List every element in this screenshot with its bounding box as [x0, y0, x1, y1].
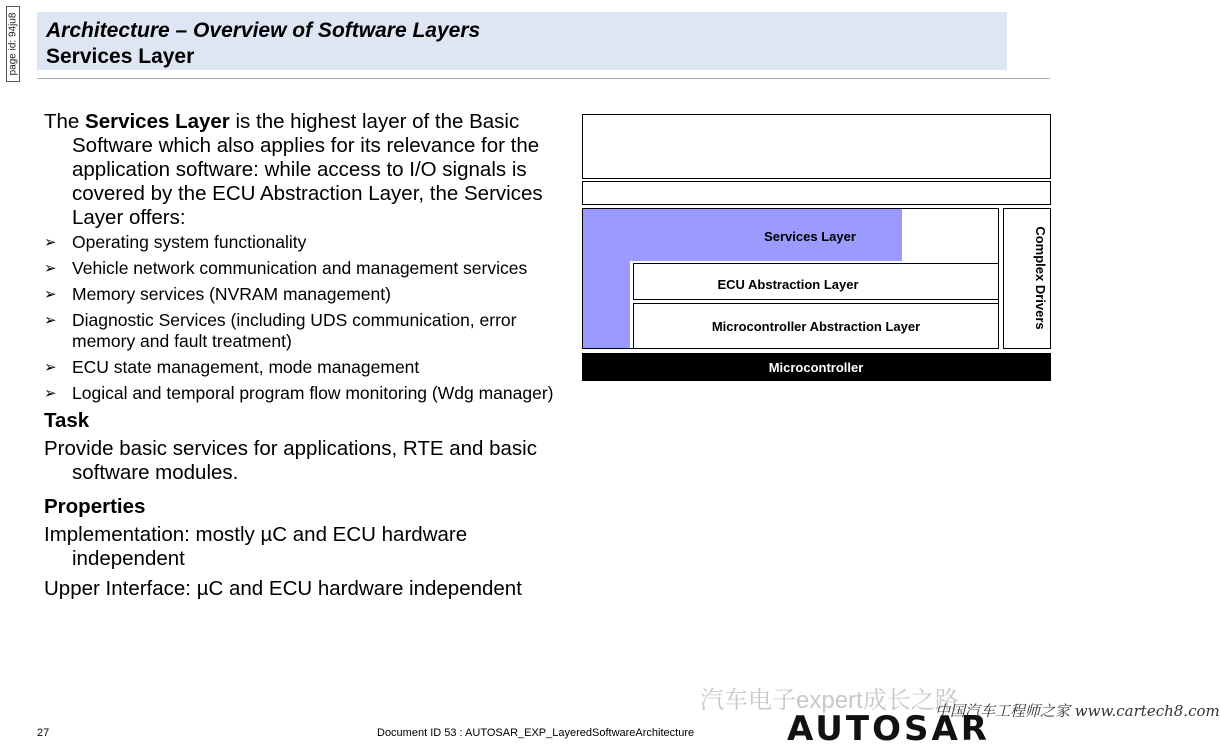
intro-rest: is the highest layer of the Basic Software which also applies for its relevance for the application software: while access to I/O signals is covered by the ECU Abstraction Layer, the Services Layer offers: [72, 110, 543, 229]
autosar-logo: AUTOSAR [787, 709, 990, 749]
arrow-bullet-icon: ➢ [44, 359, 57, 376]
list-item-text: Logical and temporal program flow monitoring (Wdg manager) [72, 383, 554, 403]
complex-drivers-label: Complex Drivers [1033, 226, 1048, 330]
list-item-text: ECU state management, mode management [72, 357, 420, 377]
document-id: Document ID 53 : AUTOSAR_EXP_LayeredSoftwareArchitecture [377, 727, 695, 739]
list-item-text: Vehicle network communication and management services [72, 258, 528, 278]
services-layer-label: Services Layer [764, 229, 856, 244]
page-title: Architecture – Overview of Software Layers [46, 19, 481, 42]
page-number: 27 [37, 727, 50, 739]
property-item: Implementation: mostly µC and ECU hardware independent [44, 523, 468, 570]
list-item-text: Operating system functionality [72, 232, 307, 252]
microcontroller-label: Microcontroller [768, 360, 864, 375]
arrow-bullet-icon: ➢ [44, 260, 57, 277]
watermark-site: 中国汽车工程师之家 www.cartech8.com [935, 702, 1220, 720]
list-item-text: Memory services (NVRAM management) [72, 284, 391, 304]
watermark-text: 汽车电子expert成长之路 [700, 687, 959, 714]
properties-heading: Properties [44, 495, 146, 518]
rte-box [583, 182, 1051, 205]
intro-bold: Services Layer [85, 110, 230, 133]
page-id-label: page id: 94ju8 [7, 12, 19, 76]
arrow-bullet-icon: ➢ [44, 286, 57, 303]
task-heading: Task [44, 409, 90, 432]
intro-prefix: The [44, 110, 86, 133]
task-text: Provide basic services for applications, RTE and basic software modules. [44, 437, 537, 484]
arrow-bullet-icon: ➢ [44, 385, 57, 402]
application-layer-box [583, 115, 1051, 179]
arrow-bullet-icon: ➢ [44, 312, 57, 329]
arrow-bullet-icon: ➢ [44, 234, 57, 251]
mcal-label: Microcontroller Abstraction Layer [711, 319, 921, 334]
property-item: Upper Interface: µC and ECU hardware independent [44, 577, 522, 600]
ecu-abstraction-label: ECU Abstraction Layer [717, 277, 859, 292]
list-item-text: Diagnostic Services (including UDS communication, error memory and fault treatment) [72, 310, 517, 351]
page-subtitle: Services Layer [46, 45, 195, 68]
